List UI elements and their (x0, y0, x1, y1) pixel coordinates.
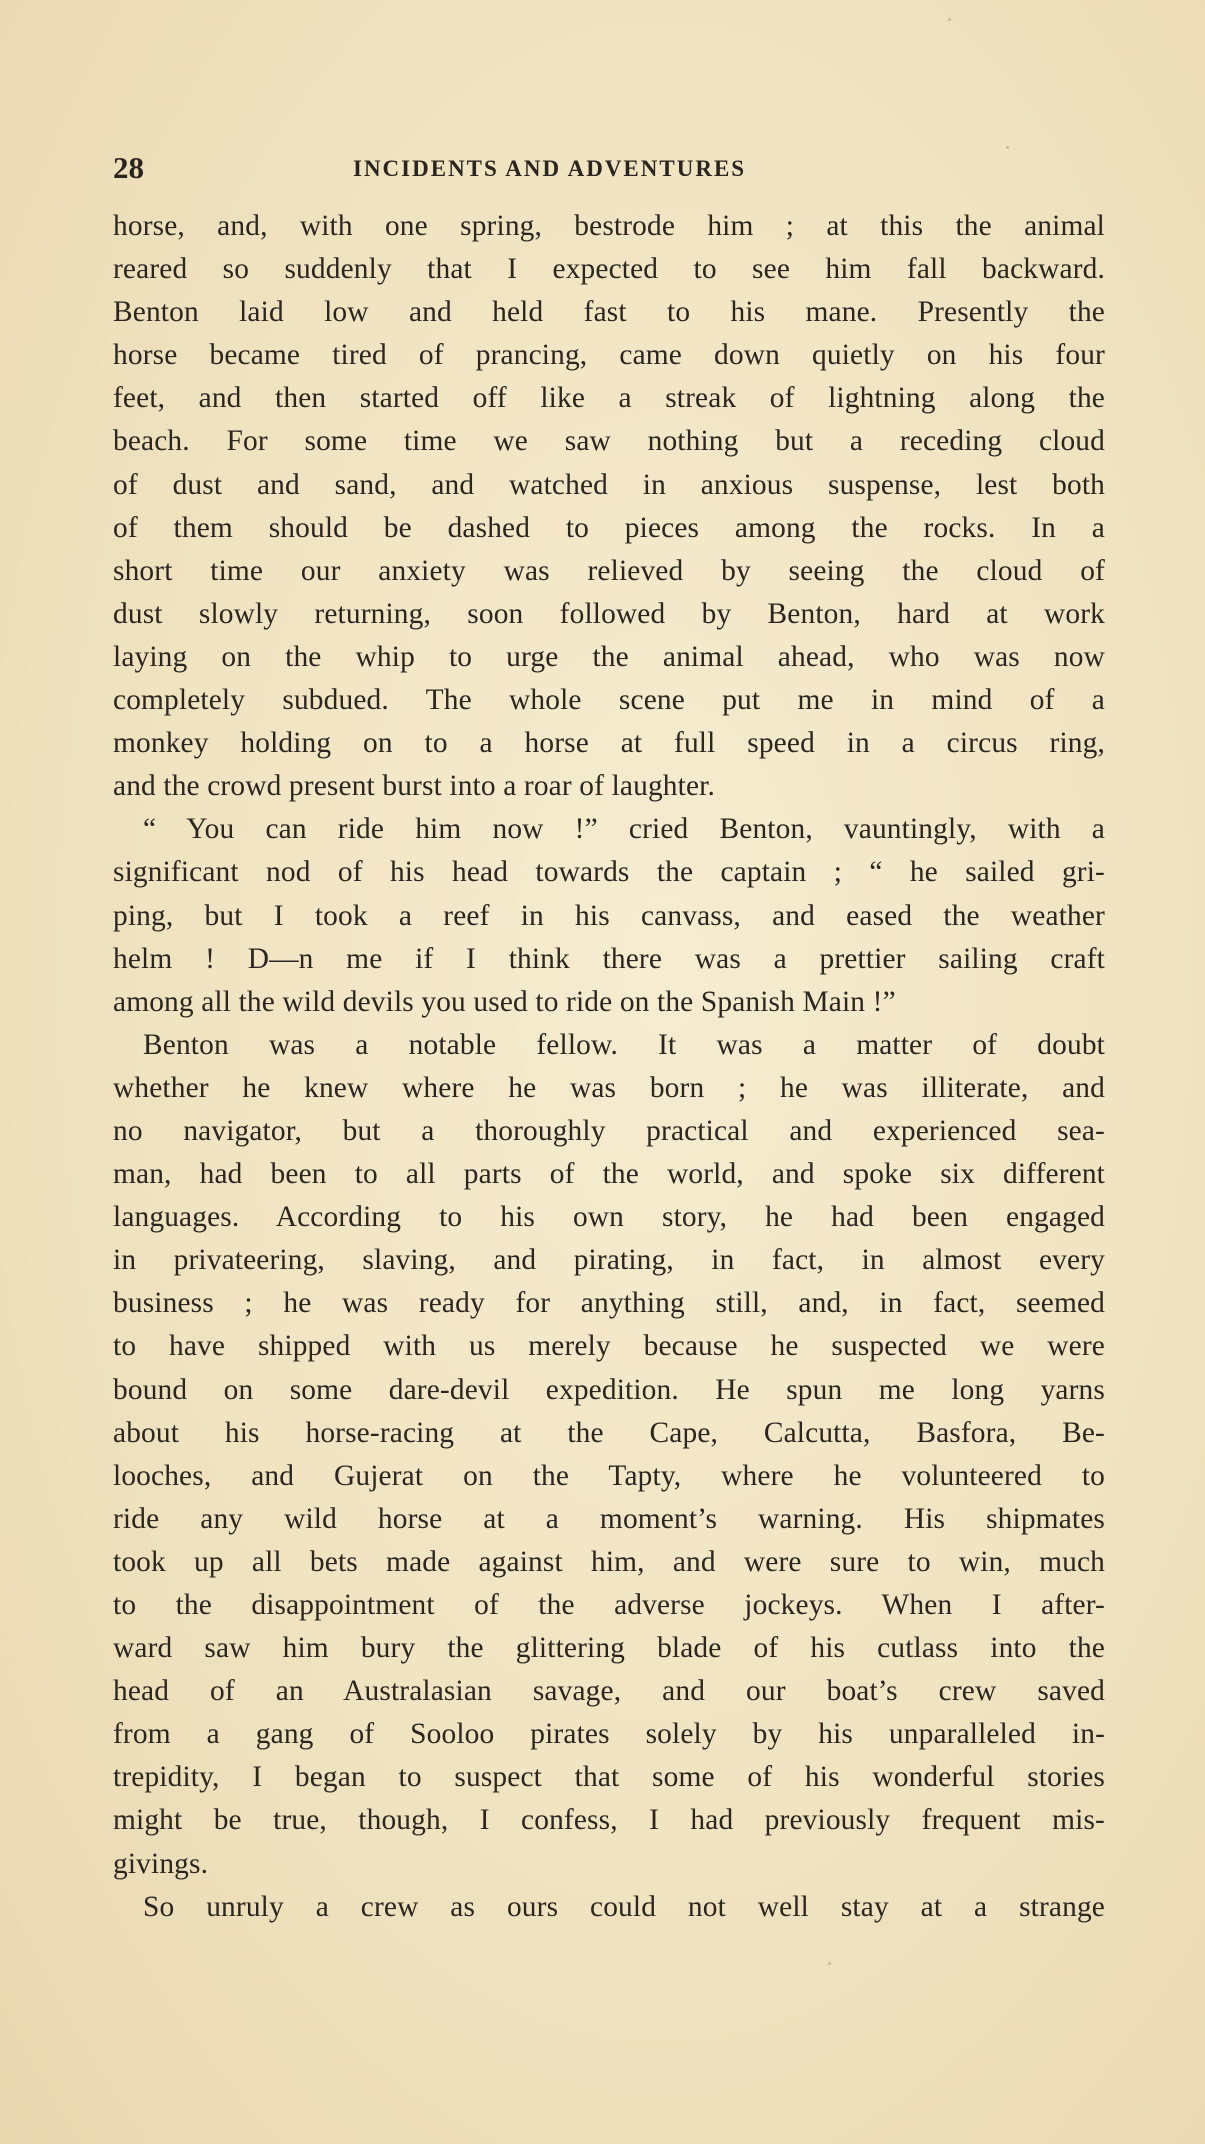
text-line: Benton laid low and held fast to his mane. Presently the (113, 296, 1105, 329)
running-title: INCIDENTS AND ADVENTURES (353, 156, 747, 181)
text-line: significant nod of his head towards the captain ; “ he sailed gri- (113, 856, 1105, 889)
paper-speck (1006, 146, 1009, 149)
text-line: ward saw him bury the glittering blade of his cutlass into the (113, 1632, 1105, 1665)
text-line: and the crowd present burst into a roar of laughter. (113, 770, 715, 803)
text-line: short time our anxiety was relieved by seeing the cloud of (113, 554, 1105, 587)
text-line: to the disappointment of the adverse jockeys. When I after- (113, 1589, 1105, 1621)
text-line: “ You can ride him now !” cried Benton, vauntingly, with a (143, 813, 1105, 846)
text-line: horse became tired of prancing, came down quietly on his four (113, 339, 1105, 372)
text-line: feet, and then started off like a streak of lightning along the (113, 382, 1105, 415)
text-line: took up all bets made against him, and were sure to win, much (113, 1545, 1105, 1578)
page-number: 28 (113, 150, 144, 185)
text-line: bound on some dare-devil expedition. He spun me long yarns (113, 1373, 1105, 1406)
text-line: from a gang of Sooloo pirates solely by his unparalleled in- (113, 1718, 1105, 1751)
text-line: to have shipped with us merely because he suspected we were (113, 1330, 1105, 1363)
text-line: trepidity, I began to suspect that some of his wonderful stories (113, 1761, 1105, 1794)
text-line: head of an Australasian savage, and our boat’s crew saved (113, 1675, 1105, 1708)
text-line: in privateering, slaving, and pirating, in fact, in almost every (113, 1244, 1105, 1277)
text-line: givings. (113, 1847, 209, 1880)
text-line: whether he knew where he was born ; he was illiterate, and (113, 1071, 1105, 1104)
text-line: beach. For some time we saw nothing but a receding cloud (113, 425, 1105, 458)
text-line: about his horse-racing at the Cape, Calcutta, Basfora, Be- (113, 1416, 1105, 1449)
running-head (113, 150, 1113, 190)
text-line: reared so suddenly that I expected to see him fall backward. (113, 253, 1105, 286)
text-line: of them should be dashed to pieces among the rocks. In a (113, 511, 1105, 544)
text-line: looches, and Gujerat on the Tapty, where he volunteered to (113, 1459, 1105, 1492)
text-line: among all the wild devils you used to ride on the Spanish Main !” (113, 985, 896, 1018)
text-line: helm ! D—n me if I think there was a prettier sailing craft (113, 942, 1105, 975)
text-line: So unruly a crew as ours could not well stay at a strange (143, 1890, 1105, 1923)
text-line: horse, and, with one spring, bestrode him ; at this the animal (113, 210, 1105, 242)
text-line: laying on the whip to urge the animal ahead, who was now (113, 640, 1105, 673)
text-line: of dust and sand, and watched in anxious suspense, lest both (113, 468, 1105, 501)
text-line: languages. According to his own story, he had been engaged (113, 1201, 1105, 1234)
text-line: Benton was a notable fellow. It was a matter of doubt (143, 1028, 1105, 1061)
text-line: dust slowly returning, soon followed by Benton, hard at work (113, 597, 1105, 630)
text-line: completely subdued. The whole scene put me in mind of a (113, 684, 1105, 717)
text-line: no navigator, but a thoroughly practical and experienced sea- (113, 1114, 1105, 1147)
text-line: man, had been to all parts of the world, and spoke six different (113, 1158, 1105, 1191)
text-line: ping, but I took a reef in his canvass, and eased the weather (113, 899, 1105, 932)
text-line: business ; he was ready for anything still, and, in fact, seemed (113, 1287, 1105, 1320)
text-line: might be true, though, I confess, I had previously frequent mis- (113, 1804, 1105, 1837)
paper-speck (828, 1962, 831, 1965)
body-text (113, 205, 1105, 1929)
paper-speck (948, 18, 951, 21)
text-line: monkey holding on to a horse at full speed in a circus ring, (113, 727, 1105, 760)
text-line: ride any wild horse at a moment’s warning. His shipmates (113, 1502, 1105, 1535)
